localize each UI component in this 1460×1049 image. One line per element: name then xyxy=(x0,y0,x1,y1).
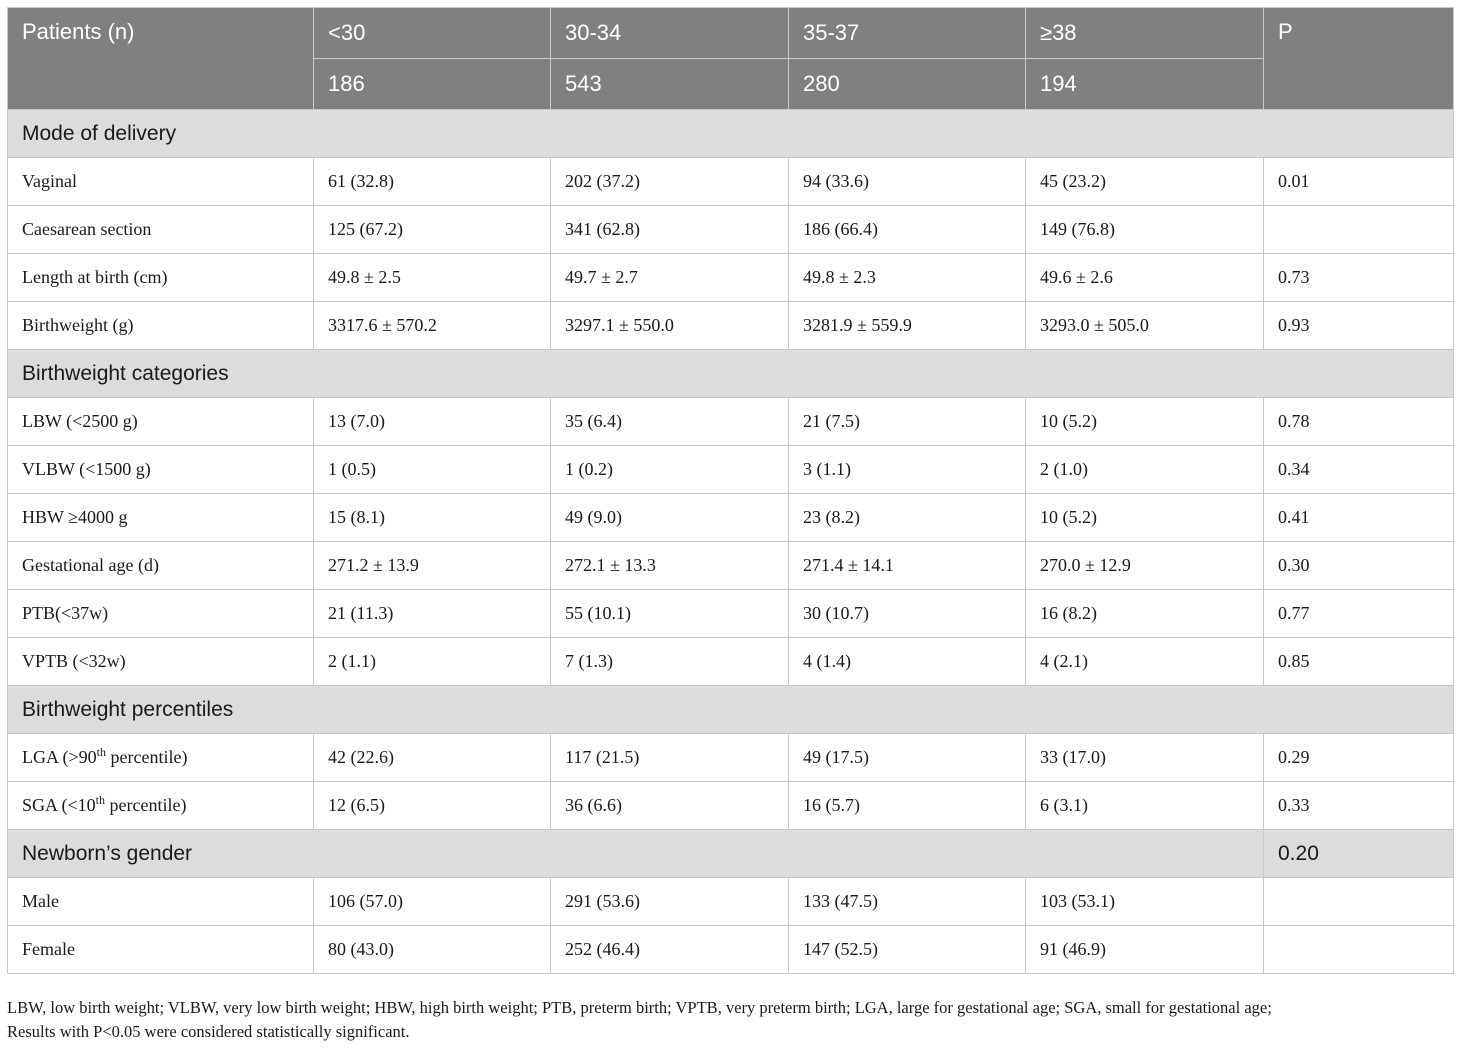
section-title: Newborn’s gender xyxy=(8,830,1264,878)
cell-value: 271.4 ± 14.1 xyxy=(789,542,1026,590)
cell-value: 202 (37.2) xyxy=(551,158,789,206)
cell-value: 291 (53.6) xyxy=(551,878,789,926)
section-title: Birthweight percentiles xyxy=(8,686,1454,734)
cell-p-value: 0.30 xyxy=(1264,542,1454,590)
row-label xyxy=(8,782,314,830)
row-label: VPTB (<32w) xyxy=(8,638,314,686)
cell-p-value: 0.34 xyxy=(1264,446,1454,494)
cell-value: 61 (32.8) xyxy=(314,158,551,206)
cell-value: 6 (3.1) xyxy=(1026,782,1264,830)
header-group-n: 186 xyxy=(314,59,551,110)
cell-value: 3281.9 ± 559.9 xyxy=(789,302,1026,350)
header-group-n: 280 xyxy=(789,59,1026,110)
results-table xyxy=(7,7,1454,974)
cell-p-value: 0.33 xyxy=(1264,782,1454,830)
row-label: VLBW (<1500 g) xyxy=(8,446,314,494)
cell-value: 125 (67.2) xyxy=(314,206,551,254)
table-row xyxy=(8,302,1454,350)
cell-value: 49.8 ± 2.3 xyxy=(789,254,1026,302)
table-row xyxy=(8,542,1454,590)
cell-value: 3293.0 ± 505.0 xyxy=(1026,302,1264,350)
cell-value: 33 (17.0) xyxy=(1026,734,1264,782)
table-row xyxy=(8,782,1454,830)
cell-value: 49 (9.0) xyxy=(551,494,789,542)
table-footnote xyxy=(7,996,1453,1044)
cell-value: 21 (11.3) xyxy=(314,590,551,638)
row-label: Gestational age (d) xyxy=(8,542,314,590)
header-row-groups xyxy=(8,8,1454,59)
cell-value: 103 (53.1) xyxy=(1026,878,1264,926)
cell-value: 49.7 ± 2.7 xyxy=(551,254,789,302)
header-group-n: 543 xyxy=(551,59,789,110)
section-p-value: 0.20 xyxy=(1264,830,1454,878)
row-label: Birthweight (g) xyxy=(8,302,314,350)
row-label-text: LGA (>90 xyxy=(22,747,97,767)
row-label: PTB(<37w) xyxy=(8,590,314,638)
row-label: Length at birth (cm) xyxy=(8,254,314,302)
cell-p-value: 0.01 xyxy=(1264,158,1454,206)
header-patients-label: Patients (n) xyxy=(8,8,314,110)
cell-value: 133 (47.5) xyxy=(789,878,1026,926)
cell-value: 35 (6.4) xyxy=(551,398,789,446)
cell-value: 2 (1.0) xyxy=(1026,446,1264,494)
header-group-n: 194 xyxy=(1026,59,1264,110)
header-p-label: P xyxy=(1264,8,1454,110)
cell-value: 147 (52.5) xyxy=(789,926,1026,974)
cell-p-value xyxy=(1264,878,1454,926)
table-row xyxy=(8,638,1454,686)
table-row xyxy=(8,398,1454,446)
row-label: HBW ≥4000 g xyxy=(8,494,314,542)
cell-value: 21 (7.5) xyxy=(789,398,1026,446)
cell-value: 149 (76.8) xyxy=(1026,206,1264,254)
cell-value: 12 (6.5) xyxy=(314,782,551,830)
row-label: Female xyxy=(8,926,314,974)
header-group-range: ≥38 xyxy=(1026,8,1264,59)
cell-p-value: 0.41 xyxy=(1264,494,1454,542)
cell-value: 16 (8.2) xyxy=(1026,590,1264,638)
cell-value: 42 (22.6) xyxy=(314,734,551,782)
table-row xyxy=(8,254,1454,302)
table-row xyxy=(8,206,1454,254)
cell-value: 271.2 ± 13.9 xyxy=(314,542,551,590)
cell-value: 1 (0.2) xyxy=(551,446,789,494)
table-row xyxy=(8,158,1454,206)
cell-p-value: 0.78 xyxy=(1264,398,1454,446)
cell-value: 15 (8.1) xyxy=(314,494,551,542)
section-title: Mode of delivery xyxy=(8,110,1454,158)
cell-p-value xyxy=(1264,206,1454,254)
cell-value: 1 (0.5) xyxy=(314,446,551,494)
cell-value: 55 (10.1) xyxy=(551,590,789,638)
cell-value: 7 (1.3) xyxy=(551,638,789,686)
cell-value: 49.6 ± 2.6 xyxy=(1026,254,1264,302)
cell-value: 3317.6 ± 570.2 xyxy=(314,302,551,350)
cell-value: 4 (2.1) xyxy=(1026,638,1264,686)
cell-value: 252 (46.4) xyxy=(551,926,789,974)
header-group-range: <30 xyxy=(314,8,551,59)
cell-value: 36 (6.6) xyxy=(551,782,789,830)
cell-value: 94 (33.6) xyxy=(789,158,1026,206)
cell-value: 13 (7.0) xyxy=(314,398,551,446)
cell-p-value: 0.29 xyxy=(1264,734,1454,782)
table-row xyxy=(8,446,1454,494)
cell-value: 45 (23.2) xyxy=(1026,158,1264,206)
row-label-superscript: th xyxy=(95,793,106,807)
row-label-text: SGA (<10 xyxy=(22,795,96,815)
cell-value: 49 (17.5) xyxy=(789,734,1026,782)
section-header-row xyxy=(8,686,1454,734)
section-title: Birthweight categories xyxy=(8,350,1454,398)
table-row xyxy=(8,878,1454,926)
row-label: Male xyxy=(8,878,314,926)
header-group-range: 30-34 xyxy=(551,8,789,59)
cell-p-value: 0.73 xyxy=(1264,254,1454,302)
row-label: LBW (<2500 g) xyxy=(8,398,314,446)
row-label: Caesarean section xyxy=(8,206,314,254)
cell-value: 272.1 ± 13.3 xyxy=(551,542,789,590)
footnote-significance: Results with P<0.05 were considered statistically significant. xyxy=(7,1022,410,1041)
cell-value: 186 (66.4) xyxy=(789,206,1026,254)
row-label: Vaginal xyxy=(8,158,314,206)
cell-value: 3297.1 ± 550.0 xyxy=(551,302,789,350)
cell-value: 270.0 ± 12.9 xyxy=(1026,542,1264,590)
cell-p-value: 0.85 xyxy=(1264,638,1454,686)
cell-value: 3 (1.1) xyxy=(789,446,1026,494)
row-label-superscript: th xyxy=(96,745,106,759)
row-label xyxy=(8,734,314,782)
cell-value: 30 (10.7) xyxy=(789,590,1026,638)
cell-value: 341 (62.8) xyxy=(551,206,789,254)
cell-value: 91 (46.9) xyxy=(1026,926,1264,974)
cell-value: 16 (5.7) xyxy=(789,782,1026,830)
cell-value: 10 (5.2) xyxy=(1026,398,1264,446)
cell-value: 2 (1.1) xyxy=(314,638,551,686)
cell-value: 49.8 ± 2.5 xyxy=(314,254,551,302)
table-row xyxy=(8,590,1454,638)
section-header-row xyxy=(8,110,1454,158)
section-header-row xyxy=(8,350,1454,398)
table-row xyxy=(8,494,1454,542)
cell-value: 106 (57.0) xyxy=(314,878,551,926)
cell-p-value: 0.93 xyxy=(1264,302,1454,350)
cell-p-value: 0.77 xyxy=(1264,590,1454,638)
section-header-row xyxy=(8,830,1454,878)
cell-value: 117 (21.5) xyxy=(551,734,789,782)
footnote-abbreviations: LBW, low birth weight; VLBW, very low birth weight; HBW, high birth weight; PTB, preterm birth; VPTB, very preterm birth; LGA, large for gestational age; SGA, small for gestational age; xyxy=(7,998,1272,1017)
table-row xyxy=(8,734,1454,782)
cell-value: 4 (1.4) xyxy=(789,638,1026,686)
cell-value: 10 (5.2) xyxy=(1026,494,1264,542)
row-label-text: percentile) xyxy=(105,795,187,815)
cell-value: 80 (43.0) xyxy=(314,926,551,974)
table-row xyxy=(8,926,1454,974)
cell-value: 23 (8.2) xyxy=(789,494,1026,542)
header-group-range: 35-37 xyxy=(789,8,1026,59)
cell-p-value xyxy=(1264,926,1454,974)
row-label-text: percentile) xyxy=(106,747,188,767)
